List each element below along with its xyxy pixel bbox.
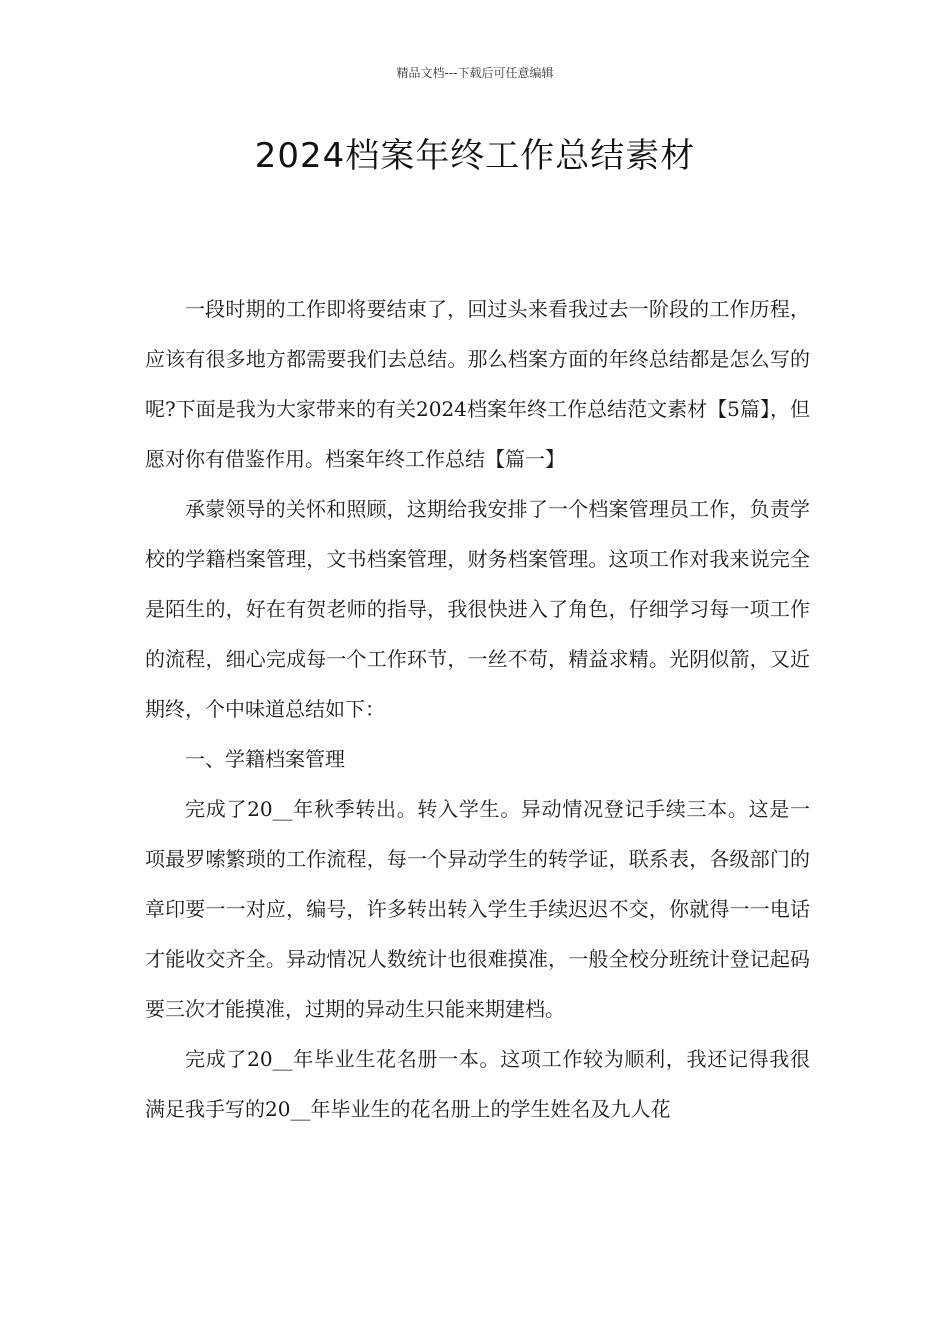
document-title: 2024档案年终工作总结素材: [254, 136, 696, 176]
paragraph-intro: 一段时期的工作即将要结束了，回过头来看我过去一阶段的工作历程，应该有很多地方都需要我们去总结。那么档案方面的年终总结都是怎么写的呢?下面是我为大家带来的有关2024档案年终工作总结范文素材【5篇】，但愿对你有借鉴作用。档案年终工作总结【篇一】: [145, 297, 810, 471]
paragraph-assignment: 承蒙领导的关怀和照顾，这期给我安排了一个档案管理员工作，负责学校的学籍档案管理，文书档案管理，财务档案管理。这项工作对我来说完全是陌生的，好在有贺老师的指导，我很快进入了角色，仔细学习每一项工作的流程，细心完成每一个工作环节，一丝不苟，精益求精。光阴似箭，又近期终，个中味道总结如下：: [145, 497, 810, 721]
section-heading: 一、学籍档案管理: [185, 747, 345, 771]
paragraph-graduates: 完成了20__年毕业生花名册一本。这项工作较为顺利，我还记得我很满足我手写的20__年毕业生的花名册上的学生姓名及九人花: [145, 1047, 810, 1121]
header-note: 精品文档---下载后可任意编辑: [396, 66, 554, 80]
paragraph-transfer: 完成了20__年秋季转出。转入学生。异动情况登记手续三本。这是一项最罗嗦繁琐的工作流程，每一个异动学生的转学证，联系表，各级部门的章印要一一对应，编号，许多转出转入学生手续迟迟不交，你就得一一电话才能收交齐全。异动情况人数统计也很难摸准，一般全校分班统计登记起码要三次才能摸准，过期的异动生只能来期建档。: [145, 797, 810, 1021]
document-body: [145, 284, 810, 1134]
